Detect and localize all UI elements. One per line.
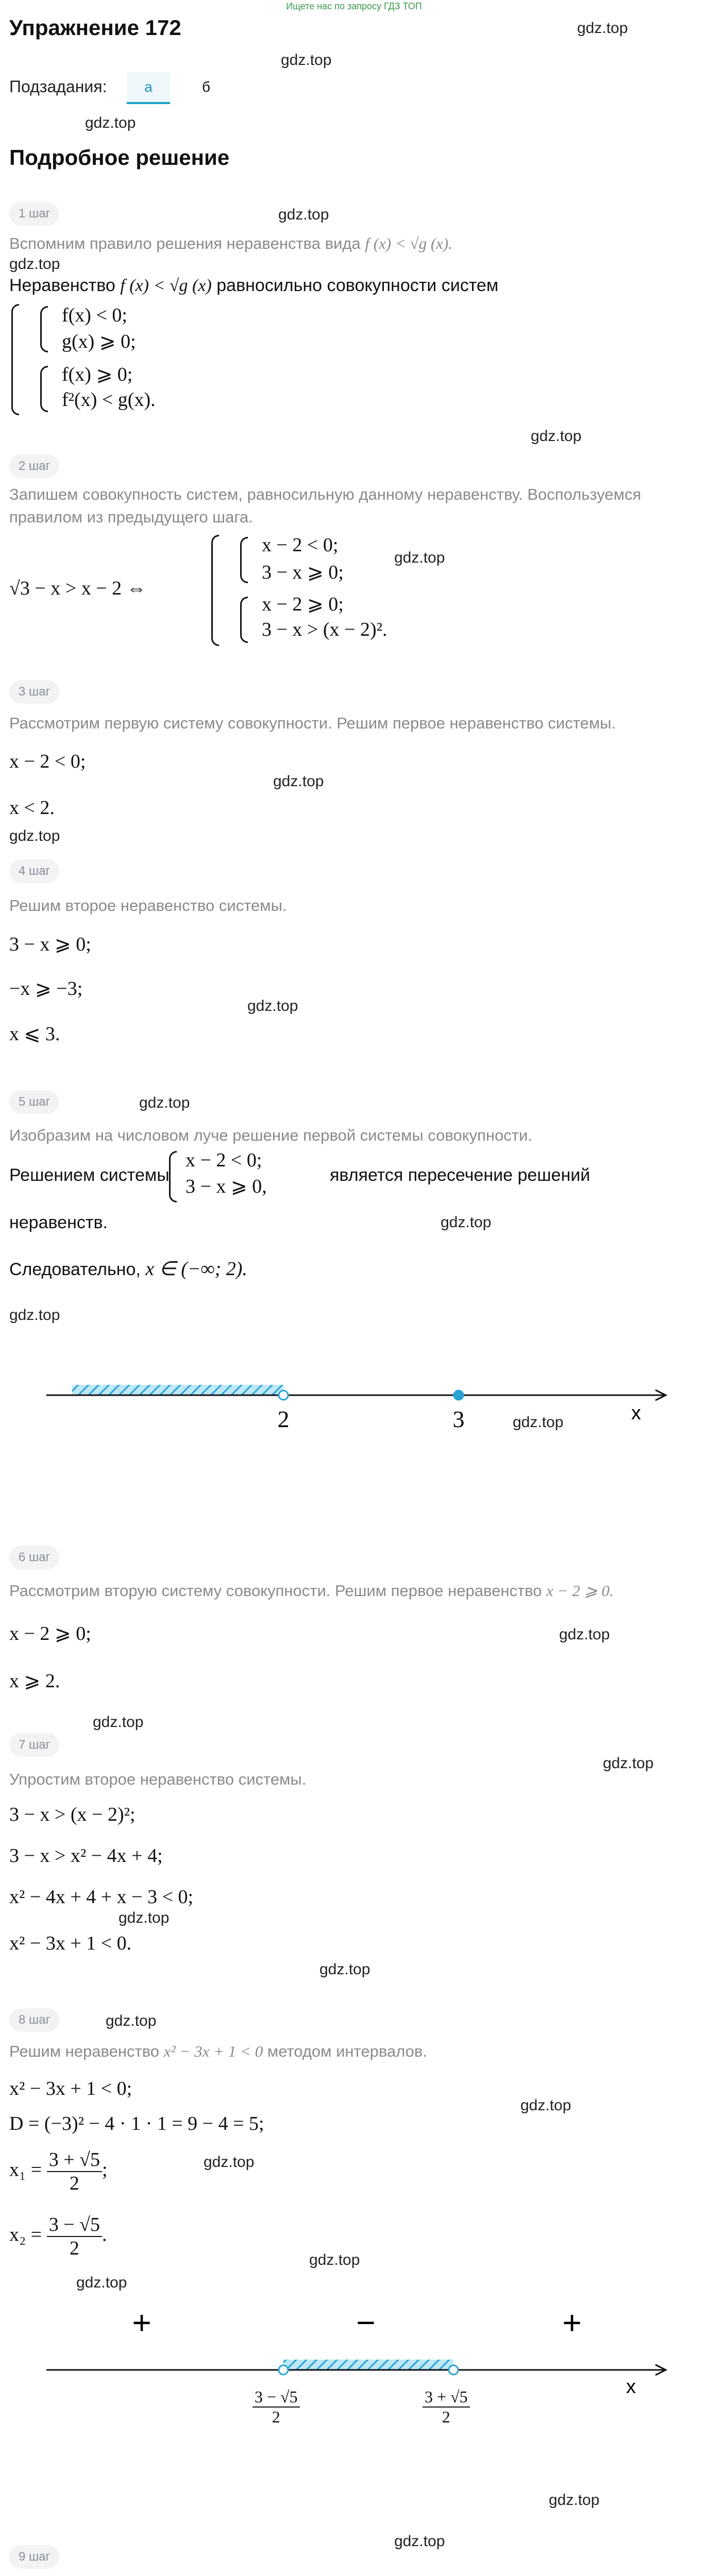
watermark: gdz.top (93, 1714, 144, 1731)
open-point (279, 2365, 288, 2375)
watermark: gdz.top (76, 2274, 127, 2291)
watermark: gdz.top (247, 997, 298, 1014)
step4-text: Решим второе неравенство системы. (9, 896, 287, 914)
watermark: gdz.top (559, 1626, 610, 1643)
subtask-tab-a[interactable] (127, 72, 170, 104)
step8-line: D = (−3)² − 4 · 1 · 1 = 9 − 4 = 5; (9, 2113, 264, 2134)
step4-line: 3 − x ⩾ 0; (9, 934, 91, 955)
watermark: gdz.top (273, 773, 324, 790)
watermark: gdz.top (549, 2492, 600, 2509)
step7-line: 3 − x > x² − 4x + 4; (9, 1845, 163, 1867)
axis-label: x (626, 2376, 636, 2398)
number-line-1 (0, 1360, 708, 1453)
watermark: gdz.top (513, 1414, 564, 1431)
subtask-b-label: б (201, 79, 211, 95)
step2-text: Запишем совокупность систем, равносильную данному неравенству. Воспользуемся правилом из предыдущего шага. (9, 485, 642, 526)
watermark: gdz.top (119, 1909, 170, 1926)
subtask-tab-b[interactable] (191, 72, 222, 102)
step-chip: 4 шаг (9, 859, 59, 883)
open-point (279, 1391, 288, 1400)
step5-solution-word: Решением системы (9, 1165, 170, 1185)
watermark: gdz.top (441, 1214, 492, 1231)
step-chip: 2 шаг (9, 454, 59, 478)
system-line: x − 2 ⩾ 0; (262, 594, 344, 615)
open-point (449, 2365, 458, 2375)
step3-line: x − 2 < 0; (9, 751, 86, 772)
axis-label: x (631, 1402, 641, 1424)
step6-line: x ⩾ 2. (9, 1670, 60, 1692)
step2-left: √3 − x > x − 2 ⇔ (9, 578, 146, 599)
system-line: x − 2 < 0; (186, 1149, 262, 1171)
watermark: gdz.top (394, 549, 445, 566)
subtask-a-label: а (144, 79, 153, 95)
number-line-2 (0, 2298, 708, 2452)
subtasks-label: Подзадания: (9, 77, 107, 96)
bracket (11, 304, 19, 415)
sign-minus: − (356, 2304, 376, 2341)
watermark: gdz.top (85, 114, 136, 131)
system-line: f²(x) < g(x). (62, 389, 156, 411)
brace (40, 306, 48, 352)
watermark: gdz.top (281, 52, 332, 69)
watermark: gdz.top (278, 206, 329, 223)
step4-line: −x ⩾ −3; (9, 978, 83, 999)
step6-line: x − 2 ⩾ 0; (9, 1623, 91, 1645)
watermark: gdz.top (106, 2012, 157, 2029)
step7-line: x² − 4x + 4 + x − 3 < 0; (9, 1886, 194, 1908)
top-banner[interactable]: Ищете нас по запросу ГДЗ ТОП (286, 1, 422, 11)
system-line: g(x) ⩾ 0; (62, 331, 136, 352)
hatched-interval (283, 2360, 453, 2370)
step4-line: x ⩽ 3. (9, 1023, 60, 1045)
watermark: gdz.top (577, 20, 628, 37)
watermark: gdz.top (9, 827, 60, 844)
step3-text: Рассмотрим первую систему совокупности. Решим первое неравенство системы. (9, 714, 616, 732)
watermark: gdz.top (139, 1094, 190, 1111)
watermark: gdz.top (531, 428, 582, 445)
step-chip: 7 шаг (9, 1733, 59, 1757)
closed-point (454, 1391, 463, 1400)
step-chip: 1 шаг (9, 202, 59, 226)
step3-line: x < 2. (9, 797, 55, 819)
point-label: 3 (452, 1406, 465, 1432)
step-chip: 3 шаг (9, 680, 59, 704)
system-line: f(x) ⩾ 0; (62, 364, 133, 385)
step6-text: Рассмотрим вторую систему совокупности. Решим первое неравенство x − 2 ⩾ 0. (9, 1582, 614, 1600)
step8-line: x² − 3x + 1 < 0; (9, 2078, 132, 2099)
section-title: Подробное решение (9, 145, 230, 170)
system-line: f(x) < 0; (62, 304, 127, 326)
watermark: gdz.top (603, 1755, 654, 1772)
step-chip: 6 шаг (9, 1546, 59, 1569)
system-line: 3 − x ⩾ 0, (186, 1176, 267, 1197)
step7-line: 3 − x > (x − 2)²; (9, 1804, 136, 1825)
watermark: gdz.top (309, 2251, 360, 2268)
step7-line: x² − 3x + 1 < 0. (9, 1933, 132, 1954)
brace (40, 366, 48, 412)
system-line: 3 − x > (x − 2)². (262, 619, 387, 640)
watermark: gdz.top (319, 1961, 370, 1978)
step8-text: Решим неравенство x² − 3x + 1 < 0 методом интервалов. (9, 2042, 427, 2060)
system-line: x − 2 < 0; (262, 534, 339, 556)
point-label: 2 (277, 1406, 290, 1432)
x1-formula: x₁ = $\frac{3 + √5}{2}$ ; (9, 2149, 108, 2194)
watermark: gdz.top (520, 2097, 571, 2114)
step5-rest: является пересечение решений (330, 1165, 591, 1185)
step-chip: 8 шаг (9, 2008, 59, 2032)
point-label: $\frac{3 - √5}{2}$ (252, 2387, 300, 2427)
brace (240, 537, 248, 583)
watermark: gdz.top (394, 2533, 445, 2550)
step7-text: Упростим второе неравенство системы. (9, 1770, 307, 1788)
sign-plus: + (132, 2304, 151, 2341)
step-chip: 9 шаг (9, 2545, 59, 2569)
step5-ineq: неравенств. (9, 1213, 108, 1232)
step1-recall: Вспомним правило решения неравенства вида f (x) < √g (x). (9, 234, 452, 252)
page-title: Упражнение 172 (9, 15, 181, 40)
system-line: 3 − x ⩾ 0; (262, 562, 344, 583)
point-label: $\frac{3 + √5}{2}$ (423, 2387, 470, 2427)
x2-formula: x₂ = $\frac{3 - √5}{2}$ . (9, 2214, 107, 2259)
sign-plus: + (562, 2304, 582, 2341)
watermark: gdz.top (204, 2154, 255, 2171)
watermark: gdz.top (9, 1307, 60, 1324)
step1-statement: Неравенство f (x) < √g (x) равносильно совокупности систем (9, 276, 499, 295)
step-chip: 5 шаг (9, 1090, 59, 1114)
bracket (211, 535, 219, 646)
brace (240, 597, 248, 643)
step5-text: Изобразим на числовом луче решение первой системы совокупности. (9, 1126, 532, 1144)
step5-conclusion: Следовательно, x ∈ (−∞; 2). (9, 1258, 247, 1280)
brace (169, 1151, 177, 1202)
watermark: gdz.top (9, 256, 60, 273)
hatched-interval (72, 1385, 283, 1395)
